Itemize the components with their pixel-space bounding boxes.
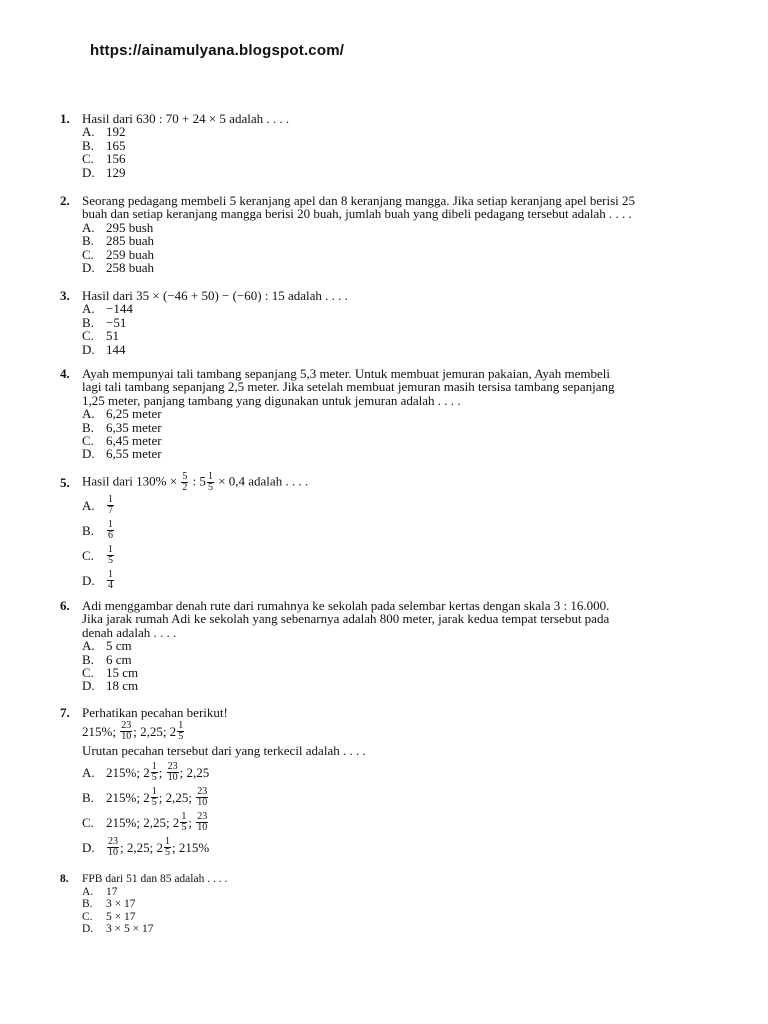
option-d: D. $\frac{23}{10}$ ; 2,25; 2 $\frac{1}{5}$ ; 215% [82,835,210,858]
question-number: 6. [60,598,70,613]
question-number: 8. [60,873,69,885]
question-number: 3. [60,288,70,303]
fraction: $\frac{1}{5}$ [207,471,213,493]
question-text: Adi menggambar denah rute dari rumahnya ke sekolah pada selembar kertas dengan skala 3 : 16.000. Jika jarak rumah Adi ke sekolah yang sebenarnya adalah 800 meter, jarak kedua tempat tersebut pada denah adalah . . . . [82,598,610,640]
question-7 [60,706,660,860]
blog-url[interactable]: https://ainamulyana.blogspot.com/ [90,42,345,59]
option-a: A. $\frac{1}{7}$ [82,494,113,516]
option-c: C. 259 buah [82,246,155,262]
question-3 [60,289,660,356]
option-a: A. 215%; 2 $\frac{1}{5}$ ; $\frac{23}{10}$ ; 2,25 [82,760,210,783]
option-d: D. 258 buah [82,260,155,276]
question-number: 4. [60,366,70,381]
option-a: A. 6,25 meter [82,406,162,422]
option-a: A. 192 [82,124,126,140]
option-c: C. 5 × 17 [82,910,136,923]
question-6 [60,599,660,693]
question-2 [60,194,660,274]
option-d: D. 6,55 meter [82,446,162,462]
question-intro: Perhatikan pecahan berikut! [82,705,228,720]
option-d: D. 18 cm [82,678,139,694]
option-b: B. 215%; 2 $\frac{1}{5}$ ; 2,25; $\frac{23}{10}$ [82,785,208,808]
question-text: Seorang pedagang membeli 5 keranjang apel dan 8 keranjang mangga. Jika setiap keranjang apel berisi 25 buah dan setiap keranjang mangga berisi 20 buah, jumlah buah yang dibeli pedagang tersebut adalah . . . . [82,193,636,222]
question-number: 2. [60,193,70,208]
fraction-sequence: 215%; $\frac{23}{10}$ ; 2,25; 2 $\frac{1}{5}$ [82,720,184,743]
question-number: 5. [60,474,70,490]
option-c: C. $\frac{1}{5}$ [82,544,113,566]
option-a: A. 17 [82,885,118,898]
question-text: Ayah mempunyai tali tambang sepanjang 5,3 meter. Untuk membuat jemuran pakaian, Ayah membeli lagi tali tambang sepanjang 2,5 meter. Jika setelah membuat jemuran masih tersisa tambang sepanjang 1,25 meter, panjang tambang yang digunakan untuk jemuran adalah . . . . [82,366,615,408]
option-d: D. 129 [82,164,126,180]
question-8 [60,873,660,936]
option-b: B. −51 [82,314,127,330]
option-b: B. 6 cm [82,651,132,667]
question-text: Hasil dari 630 : 70 + 24 × 5 adalah . . . . [82,111,290,126]
question-5 [60,472,660,593]
option-a: A. −144 [82,301,133,317]
option-a: A. 295 bush [82,219,154,235]
question-number: 7. [60,705,70,720]
option-c: C. 156 [82,151,126,167]
option-b: B. 165 [82,137,126,153]
option-b: B. 3 × 17 [82,898,136,910]
option-c: C. 15 cm [82,665,139,681]
question-1 [60,112,660,179]
question-4 [60,367,660,461]
option-b: B. $\frac{1}{6}$ [82,519,113,541]
question-text: Urutan pecahan tersebut dari yang terkecil adalah . . . . [82,743,366,759]
option-a: A. 5 cm [82,638,132,654]
option-b: B. 285 buah [82,233,155,249]
option-c: C. 215%; 2,25; 2 $\frac{1}{5}$ ; $\frac{23}{10}$ [82,810,208,833]
option-d: D. $\frac{1}{4}$ [82,569,113,591]
question-text: FPB dari 51 dan 85 adalah . . . . [82,873,228,885]
option-b: B. 6,35 meter [82,419,162,435]
option-d: D. 144 [82,341,126,357]
question-text: Hasil dari 130% × $\frac{5}{2}$ : 5 $\frac{1}{5}$ × 0,4 adalah . . . . [82,471,309,493]
option-c: C. 51 [82,328,119,344]
fraction: $\frac{5}{2}$ [182,471,188,493]
question-number: 1. [60,111,70,126]
option-c: C. 6,45 meter [82,433,162,449]
option-d: D. 3 × 5 × 17 [82,923,154,935]
question-text: Hasil dari 35 × (−46 + 50) − (−60) : 15 adalah . . . . [82,288,348,303]
